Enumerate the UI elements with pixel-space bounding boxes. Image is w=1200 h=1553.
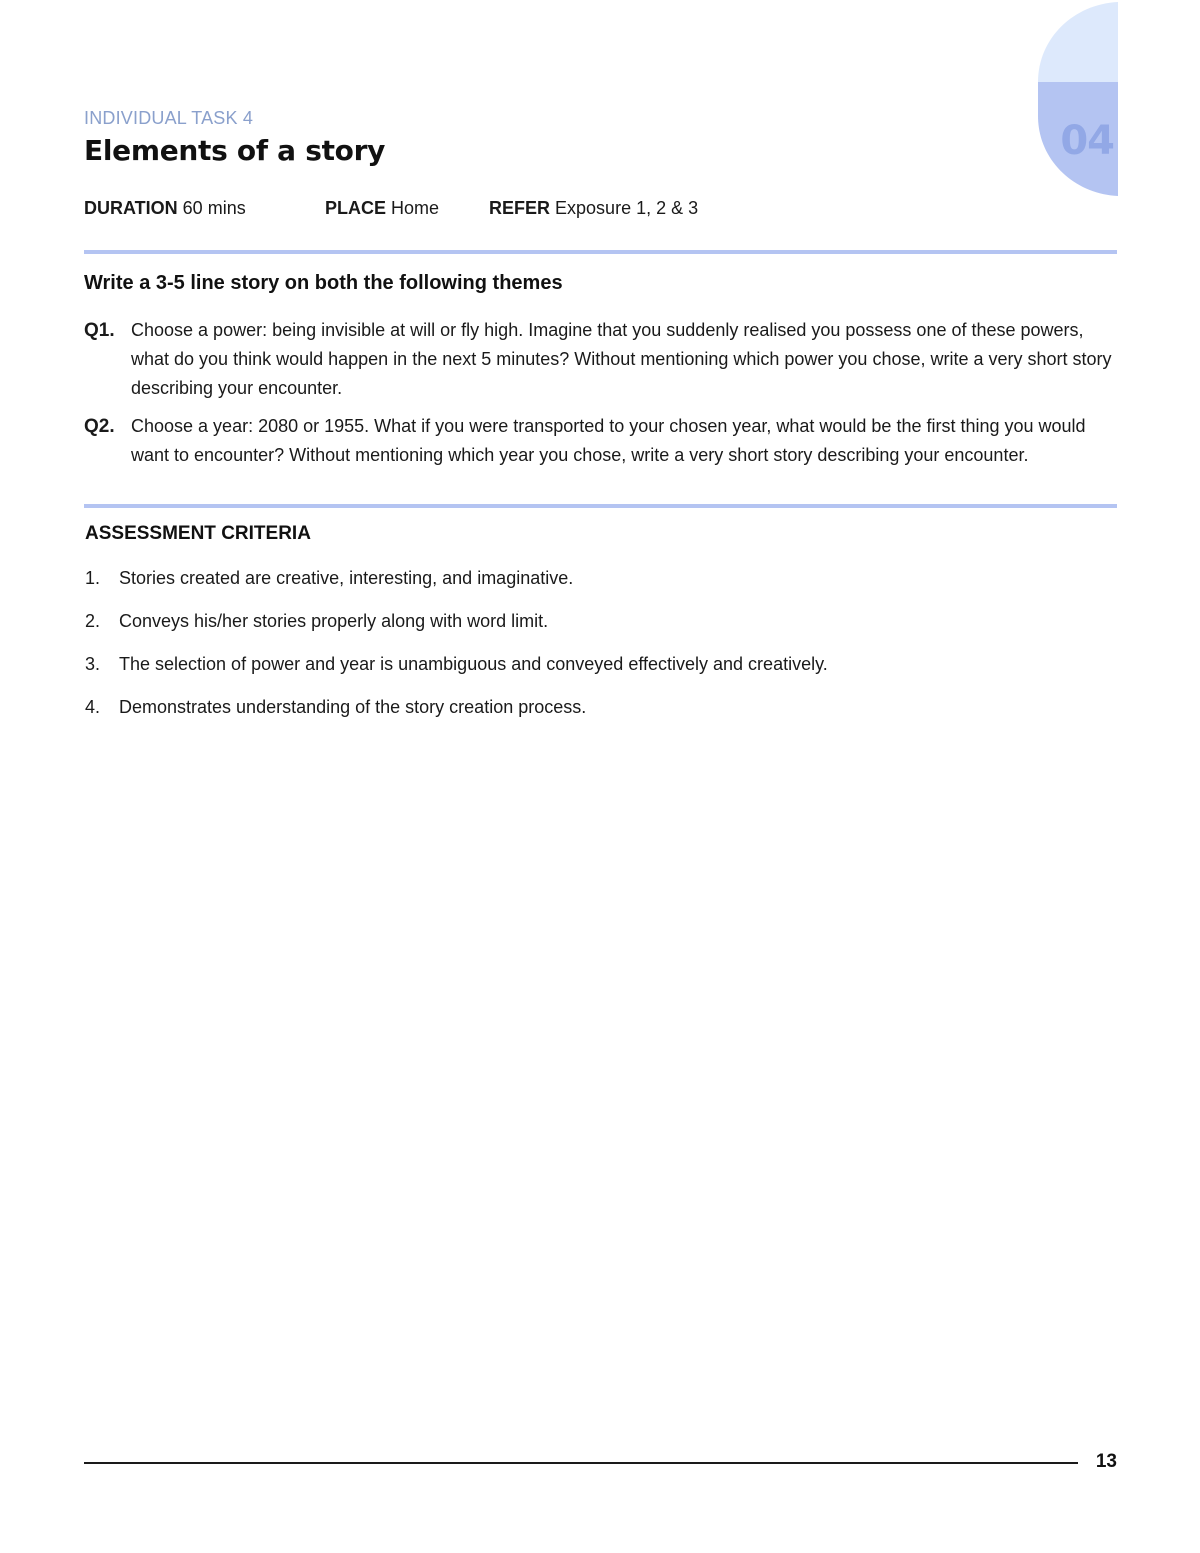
meta-refer	[489, 198, 698, 219]
footer-divider	[84, 1462, 1078, 1464]
badge-number: 04	[1060, 118, 1114, 164]
meta-place	[325, 198, 439, 219]
criteria-number: 3.	[85, 654, 101, 674]
task-kicker: INDIVIDUAL TASK 4	[84, 108, 254, 128]
criteria-item	[85, 654, 828, 675]
question-text: Choose a power: being invisible at will or fly high. Imagine that you suddenly realised you possess one of these powers, what do you think would happen in the next 5 minutes? Without mentioning which power you chose, write a very short story describing your encounter.	[131, 320, 1112, 398]
duration-value: 60 mins	[182, 198, 246, 218]
duration-label: DURATION	[84, 198, 178, 218]
criteria-number: 4.	[85, 697, 101, 717]
question-number: Q1.	[84, 320, 115, 341]
section-divider	[84, 250, 1117, 254]
page-number: 13	[1095, 1451, 1117, 1472]
criteria-text: The selection of power and year is unambiguous and conveyed effectively and creatively.	[119, 654, 828, 674]
page-title: Elements of a story	[84, 134, 386, 167]
refer-label: REFER	[489, 198, 551, 218]
question-item	[84, 412, 1120, 470]
criteria-item	[85, 697, 586, 718]
criteria-text: Stories created are creative, interesting, and imaginative.	[119, 568, 574, 588]
criteria-text: Conveys his/her stories properly along with word limit.	[119, 611, 549, 631]
refer-value: Exposure 1, 2 & 3	[555, 198, 699, 218]
criteria-item	[85, 568, 573, 589]
section-divider	[84, 504, 1117, 508]
criteria-item	[85, 611, 548, 632]
place-label: PLACE	[325, 198, 387, 218]
criteria-number: 1.	[85, 568, 101, 588]
criteria-number: 2.	[85, 611, 101, 631]
badge-shape	[1038, 0, 1118, 196]
question-item	[84, 316, 1120, 403]
instruction-heading: Write a 3-5 line story on both the following themes	[84, 272, 563, 294]
question-number: Q2.	[84, 416, 115, 437]
criteria-heading: ASSESSMENT CRITERIA	[85, 523, 311, 544]
task-badge-decoration	[1038, 0, 1118, 196]
criteria-text: Demonstrates understanding of the story creation process.	[119, 697, 587, 717]
place-value: Home	[391, 198, 440, 218]
question-text: Choose a year: 2080 or 1955. What if you were transported to your chosen year, what would be the first thing you would want to encounter? Without mentioning which year you chose, write a very short story describing your encounter.	[131, 416, 1086, 465]
meta-duration	[84, 198, 246, 219]
